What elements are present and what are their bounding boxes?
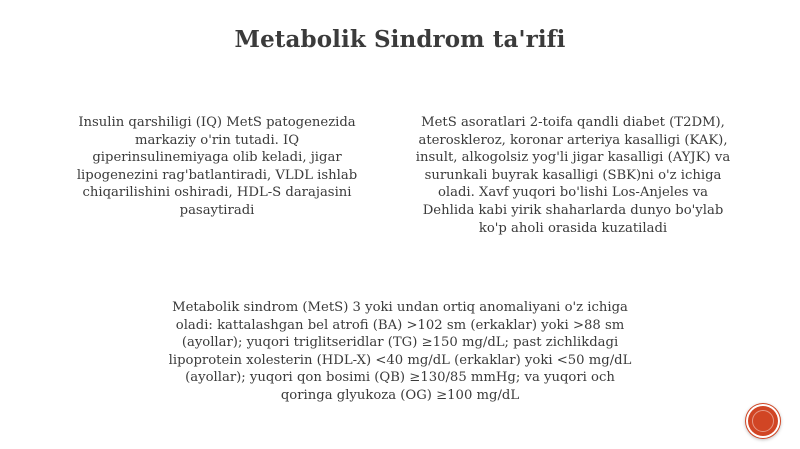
definition-text [130, 299, 670, 405]
text-line: ko'p aholi orasida kuzatiladi [478, 220, 668, 236]
insulin-resistance-text [56, 114, 378, 220]
complications-text [396, 114, 750, 237]
slide-title: Metabolik Sindrom ta'rifi [234, 26, 566, 53]
circle-icon [752, 410, 774, 432]
text-line: pasaytiradi [179, 202, 255, 218]
text-line: qoringa glyukoza (OG) ≥100 mg/dL [280, 387, 520, 403]
text-line: lipoprotein xolesterin (HDL-X) <40 mg/dL (erkaklar) yoki <50 mg/dL [168, 352, 632, 368]
text-line: oladi. Xavf yuqori bo'lishi Los-Anjeles va [437, 185, 709, 201]
text-line: chiqarilishini oshiradi, HDL-S darajasini [82, 185, 352, 201]
text-line: oladi: kattalashgan bel atrofi (BA) >102 sm (erkaklar) yoki >88 sm [175, 317, 625, 333]
text-line: (ayollar); yuqori triglitseridlar (TG) ≥150 mg/dL; past zichlikdagi [181, 335, 619, 351]
text-line: surunkali buyrak kasalligi (SBK)ni o'z ichiga [424, 167, 722, 183]
text-line: (ayollar); yuqori qon bosimi (QB) ≥130/85 mmHg; va yuqori och [185, 370, 615, 386]
text-line: ateroskleroz, koronar arteriya kasalligi (KAK), [418, 132, 728, 148]
text-line: markaziy o'rin tutadi. IQ [134, 132, 300, 148]
text-line: Metabolik sindrom (MetS) 3 yoki undan ortiq anomaliyani o'z ichiga [172, 300, 628, 315]
text-line: giperinsulinemiyaga olib keladi, jigar [92, 150, 342, 166]
next-slide-button[interactable] [748, 406, 778, 436]
text-line: Dehlida kabi yirik shaharlarda dunyo bo'ylab [422, 202, 724, 218]
text-line: Insulin qarshiligi (IQ) MetS patogenezida [78, 115, 356, 130]
text-line: insult, alkogolsiz yog'li jigar kasalligi (AYJK) va [415, 150, 731, 166]
text-line: lipogenezini rag'batlantiradi, VLDL ishlab [76, 167, 358, 183]
text-line: MetS asoratlari 2-toifa qandli diabet (T2DM), [421, 115, 725, 130]
